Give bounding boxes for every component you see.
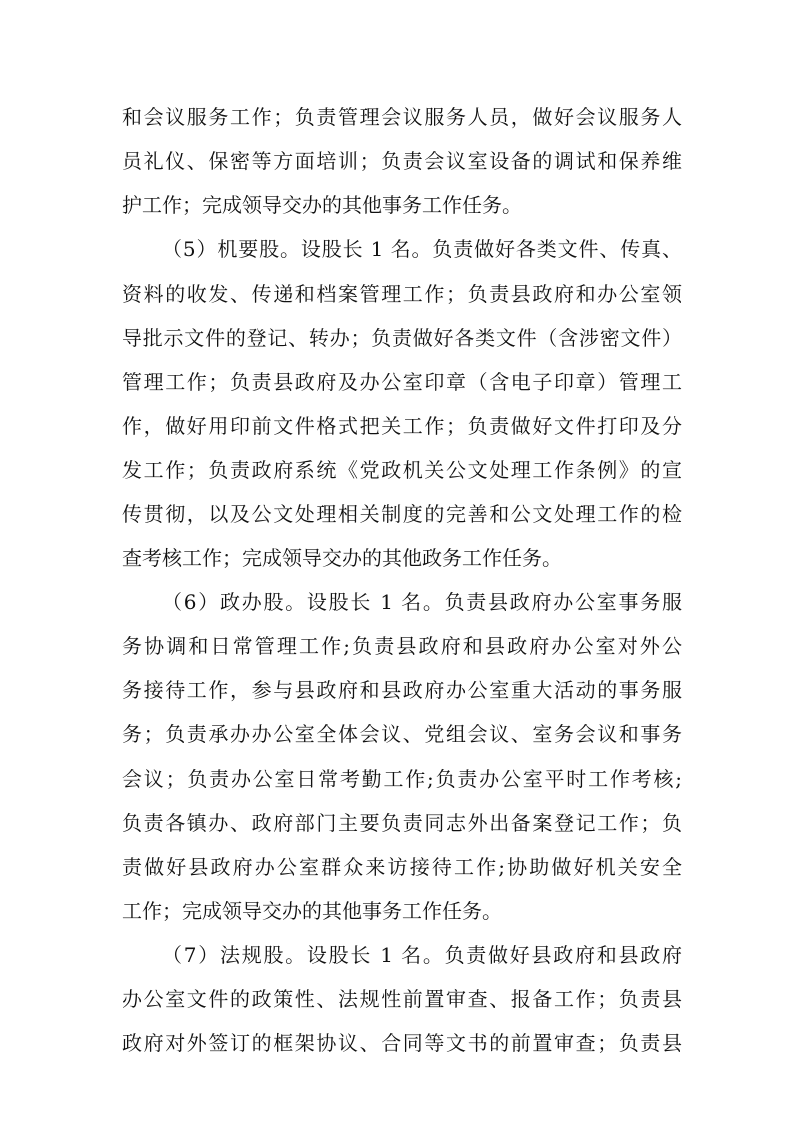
text-line: 政府对外签订的框架协议、合同等文书的前置审查；负责县 [122,1031,682,1055]
text-line: 管理工作；负责县政府及办公室印章（含电子印章）管理工 [122,370,682,394]
text-line: 护工作；完成领导交办的其他事务工作任务。 [122,193,522,217]
text-line: 查考核工作；完成领导交办的其他政务工作任务。 [122,546,562,570]
text-line: 负责各镇办、政府部门主要负责同志外出备案登记工作；负 [122,811,682,835]
text-line: 会议；负责办公室日常考勤工作;负责办公室平时工作考核; [122,767,682,791]
text-line: 务；负责承办办公室全体会议、党组会议、室务会议和事务 [122,722,682,746]
text-line: 责做好县政府办公室群众来访接待工作;协助做好机关安全 [122,855,682,879]
text-line: 务接待工作，参与县政府和县政府办公室重大活动的事务服 [122,678,682,702]
text-line: 发工作；负责政府系统《党政机关公文处理工作条例》的宣 [122,458,682,482]
text-line: 工作；完成领导交办的其他事务工作任务。 [122,899,502,923]
text-line: 导批示文件的登记、转办；负责做好各类文件（含涉密文件） [122,326,682,350]
text-line: 传贯彻，以及公文处理相关制度的完善和公文处理工作的检 [122,502,682,526]
text-line: 务协调和日常管理工作;负责县政府和县政府办公室对外公 [122,634,682,658]
text-line: 员礼仪、保密等方面培训；负责会议室设备的调试和保养维 [122,149,682,173]
paragraph-heading-line: （5）机要股。设股长 1 名。负责做好各类文件、传真、 [162,237,682,261]
text-line: 资料的收发、传递和档案管理工作；负责县政府和办公室领 [122,282,682,306]
paragraph-heading-line: （7）法规股。设股长 1 名。负责做好县政府和县政府 [162,943,682,967]
text-line: 和会议服务工作；负责管理会议服务人员，做好会议服务人 [122,105,682,129]
paragraph-heading-line: （6）政办股。设股长 1 名。负责县政府办公室事务服 [162,590,682,614]
text-line: 办公室文件的政策性、法规性前置审查、报备工作；负责县 [122,987,682,1011]
text-line: 作，做好用印前文件格式把关工作；负责做好文件打印及分 [122,414,682,438]
